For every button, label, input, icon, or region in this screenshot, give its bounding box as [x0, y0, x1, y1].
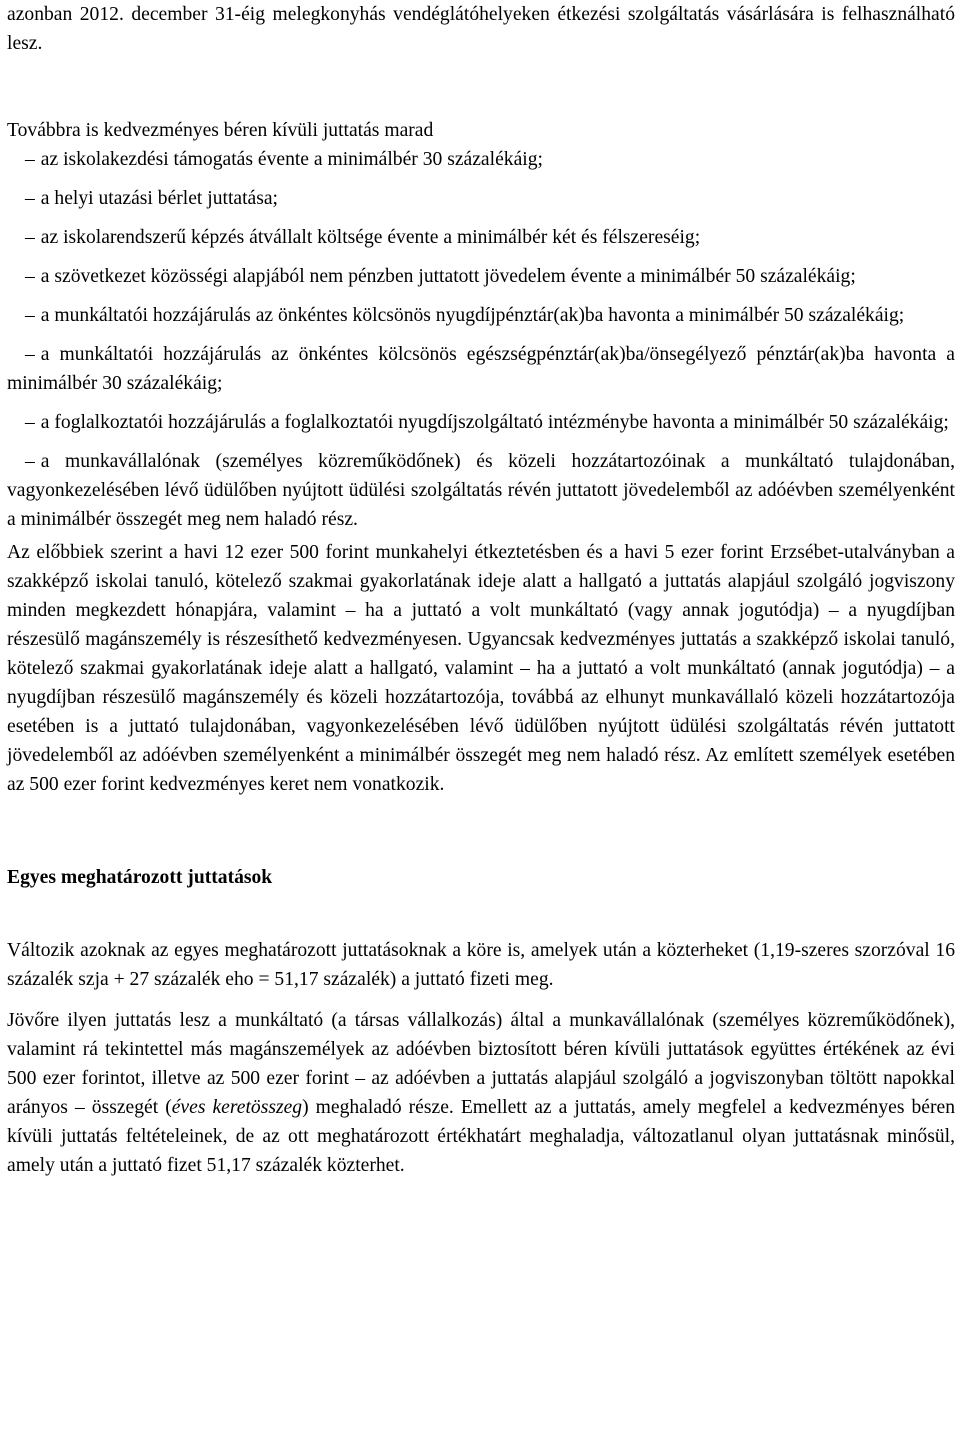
list-item: – a munkavállalónak (személyes közreműködőnek) és közeli hozzátartozóinak a munkáltató tulajdonában, vagyonkezelésében lévő üdülőben nyújtott üdülési szolgáltatás révén juttatott jövedelemből az adóévben személyenként a minimálbér összegét meg nem haladó rész. — [7, 447, 955, 534]
section-title: Egyes meghatározott juttatások — [7, 867, 273, 888]
dash-icon: – — [25, 149, 35, 170]
dash-icon: – — [25, 227, 35, 248]
list-item: – a szövetkezet közösségi alapjából nem pénzben juttatott jövedelem évente a minimálbér 50 százalékáig; — [7, 262, 955, 291]
list-item: – a helyi utazási bérlet juttatása; — [7, 184, 955, 213]
emphasis-text: éves keretösszeg — [171, 1097, 303, 1118]
intro-paragraph: azonban 2012. december 31-éig melegkonyhás vendéglátóhelyeken étkezési szolgáltatás vásárlására is felhasználható lesz. — [7, 4, 955, 54]
list-heading: Továbbra is kedvezményes béren kívüli juttatás marad — [7, 120, 434, 141]
body-paragraph: Jövőre ilyen juttatás lesz a munkáltató (a társas vállalkozás) által a munkavállalónak (személyes közreműködőnek), valamint rá tekintettel más magánszemélyek az adóévben biztosított béren kívüli juttatások együttes értékének az évi 500 ezer forintot, illetve az 500 ezer forint – az adóévben a juttatás alapjául szolgáló a jogviszonyban töltött napokkal arányos – összegét (éves keretösszeg) meghaladó része. Emellett az a juttatás, amely megfelel a kedvezményes béren kívüli juttatás feltételeinek, de az ott meghatározott értékhatárt meghaladja, változatlanul olyan juttatásnak minősül, amely után a juttató fizet 51,17 százalék közterhet. — [7, 1010, 955, 1176]
body-paragraph: Az előbbiek szerint a havi 12 ezer 500 forint munkahelyi étkeztetésben és a havi 5 ezer forint Erzsébet-utalványban a szakképző iskolai tanuló, kötelező szakmai gyakorlatának ideje alatt a hallgató a juttatás alapjául szolgáló jogviszony minden megkezdett hónapjára, valamint – ha a juttató a volt munkáltató (vagy annak jogutódja) – a nyugdíjban részesülő magánszemély is részesíthető kedvezményesen. Ugyancsak kedvezményes juttatás a szakképző iskolai tanuló, kötelező szakmai gyakorlatának ideje alatt a hallgató, valamint – ha a juttató a volt munkáltató (annak jogutódja) – a nyugdíjban részesülő magánszemély és közeli hozzátartozója, továbbá az elhunyt munkavállaló közeli hozzátartozója esetében is a juttató tulajdonában, vagyonkezelésében lévő üdülőben nyújtott üdülési szolgáltatás révén juttatott jövedelemből az adóévben személyenként a minimálbér összegét meg nem haladó rész. Az említett személyek esetében az 500 ezer forint kedvezményes keret nem vonatkozik. — [7, 542, 955, 795]
spacer — [7, 58, 955, 116]
dash-icon: – — [25, 305, 35, 326]
spacer — [7, 892, 955, 936]
body-paragraph: Változik azoknak az egyes meghatározott juttatásoknak a köre is, amelyek után a közterheket (1,19-szeres szorzóval 16 százalék szja + 27 százalék eho = 51,17 százalék) a juttató fizeti meg. — [7, 940, 955, 990]
benefit-list — [7, 145, 955, 534]
dash-icon: – — [25, 412, 35, 433]
dash-icon: – — [25, 188, 35, 209]
list-item: – a munkáltatói hozzájárulás az önkéntes kölcsönös egészségpénztár(ak)ba/önsegélyező pénztár(ak)ba havonta a minimálbér 30 százalékáig; — [7, 340, 955, 398]
list-item: – a foglalkoztatói hozzájárulás a foglalkoztatói nyugdíjszolgáltató intézménybe havonta a minimálbér 50 százalékáig; — [7, 408, 955, 437]
list-item: – a munkáltatói hozzájárulás az önkéntes kölcsönös nyugdíjpénztár(ak)ba havonta a minimálbér 50 százalékáig; — [7, 301, 955, 330]
list-item: – az iskolarendszerű képzés átvállalt költsége évente a minimálbér két és félszereséig; — [7, 223, 955, 252]
dash-icon: – — [25, 451, 35, 472]
dash-icon: – — [25, 344, 35, 365]
spacer — [7, 799, 955, 863]
document-page — [7, 0, 955, 1180]
list-item: – az iskolakezdési támogatás évente a minimálbér 30 százalékáig; — [7, 145, 955, 174]
dash-icon: – — [25, 266, 35, 287]
